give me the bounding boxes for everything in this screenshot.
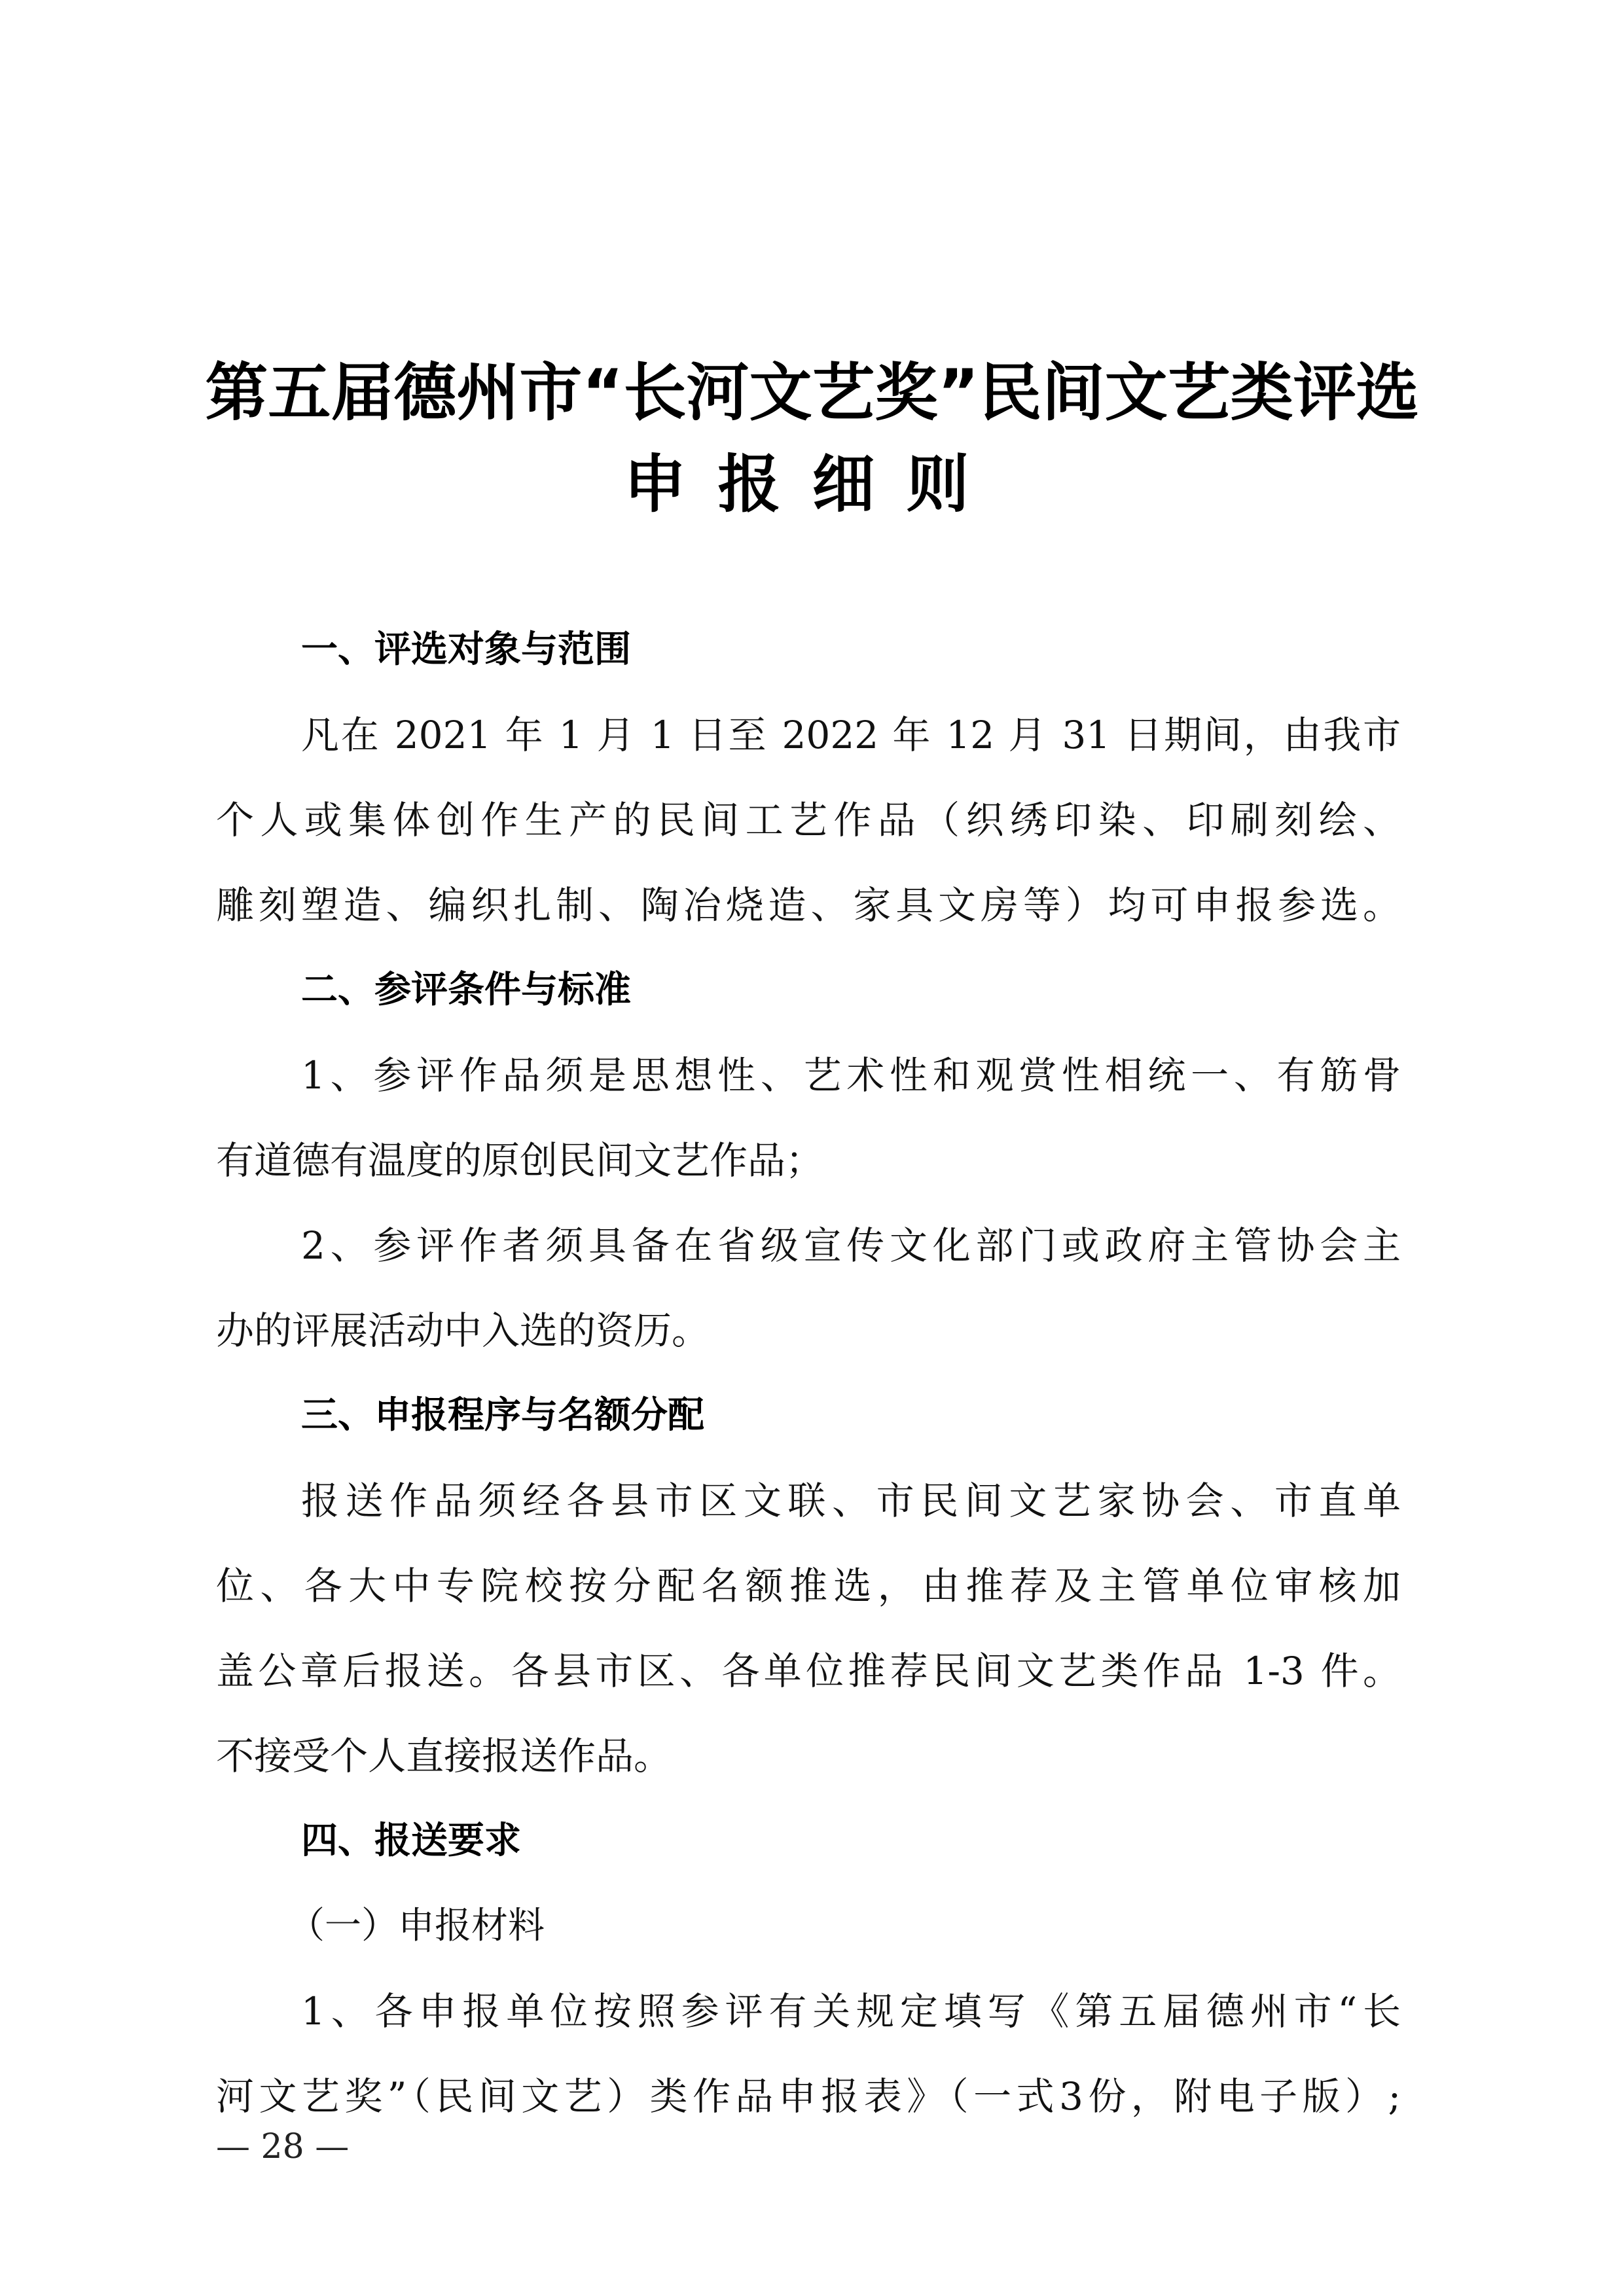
subsection-heading: （一）申报材料	[288, 1905, 545, 1947]
section-1-heading: 一、评选对象与范围	[301, 628, 631, 671]
paragraph-line: 1、各申报单位按照参评有关规定填写《第五届德州市“长	[301, 1989, 1401, 2034]
section-3-heading: 三、申报程序与名额分配	[301, 1394, 704, 1437]
section-2-heading: 二、参评条件与标准	[301, 969, 631, 1011]
section-4-heading: 四、报送要求	[301, 1820, 521, 1862]
paragraph-line: 有道德有温度的原创民间文艺作品；	[216, 1138, 824, 1183]
paragraph-line: 盖公章后报送。各县市区、各单位推荐民间文艺类作品 1-3 件。	[216, 1649, 1401, 1693]
paragraph-line: 报送作品须经各县市区文联、市民间文艺家协会、市直单	[301, 1479, 1401, 1523]
paragraph-line: 2、参评作者须具备在省级宣传文化部门或政府主管协会主	[301, 1223, 1401, 1268]
paragraph-line: 雕刻塑造、编织扎制、陶冶烧造、家具文房等）均可申报参选。	[216, 883, 1401, 927]
paragraph-line: 凡在 2021 年 1 月 1 日至 2022 年 12 月 31 日期间，由我市	[301, 713, 1401, 757]
document-title-line-2: 申报细则	[623, 448, 1001, 521]
paragraph-line: 位、各大中专院校按分配名额推选，由推荐及主管单位审核加	[216, 1564, 1401, 1608]
paragraph-line: 不接受个人直接报送作品。	[216, 1734, 672, 1778]
page-number: — 28 —	[216, 2127, 350, 2166]
paragraph-line: 1、参评作品须是思想性、艺术性和观赏性相统一、有筋骨	[301, 1053, 1401, 1098]
paragraph-line: 个人或集体创作生产的民间工艺作品（织绣印染、印刷刻绘、	[216, 798, 1401, 842]
document-title-line-1: 第五届德州市“长河文艺奖”民间文艺类评选	[205, 356, 1419, 429]
paragraph-line: 办的评展活动中入选的资历。	[216, 1308, 710, 1353]
paragraph-line: 河文艺奖”（民间文艺）类作品申报表》（一式3份，附电子版）;	[216, 2074, 1401, 2119]
